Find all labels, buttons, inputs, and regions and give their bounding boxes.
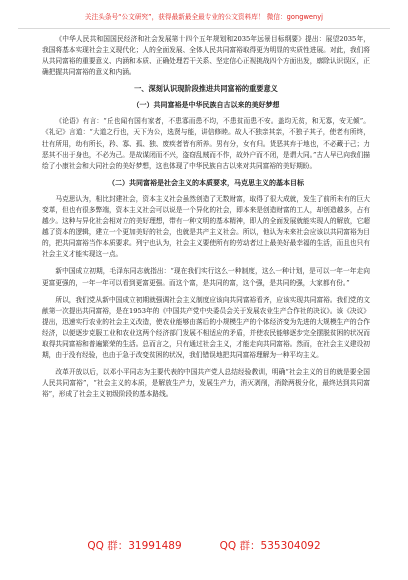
subsection-heading-1-2: （二）共同富裕是社会主义的本质要求，马克思主义的基本目标	[108, 178, 304, 187]
subsection-heading-1-1: （一）共同富裕是中华民族自古以来的美好梦想	[132, 101, 280, 110]
qq-group-2: QQ 群：535304092	[219, 540, 321, 552]
section-heading-1: 一、深刻认识现阶段推进共同富裕的重要意义	[134, 84, 278, 94]
paragraph-reform: 改革开放以后，以邓小平同志为主要代表的中国共产党人总结经验教训，明确“社会主义的目的就是要全国人民共同富裕”，“社会主义的本质，是解放生产力，发展生产力，消灭剥削，消除两极分化，最终达到共同富裕”，形成了社会主义初级阶段的基本路线。	[42, 368, 370, 399]
paragraph-marx: 马克思认为，相比封建社会，资本主义社会虽然创造了无数财富，取得了很大成就，发生了前所未有的巨大变革，但也有很多弊端，资本主义社会可以说是一个异化的社会，即本来是创造财富的工人，却创造越多，占有越少。这种与异化社会相对立的美好理想，带有一种文明的基本精神，即人的全面发展就能实现人的解放，它超越了资本的逻辑，建立一个更加美好的社会，也就是共产主义社会。所以，他认为未来社会应该以共同富裕为目的，把共同富裕当作本质要求。列宁也认为，社会主义要使所有的劳动者过上最美好最幸福的生活，而且也只有社会主义才能实现这一点。	[42, 194, 370, 259]
document-body	[42, 34, 370, 406]
promo-banner-text: 关注头条号“公文研究”，获得最新最全最专业的公文资料库！ 微信：gongwenyj	[84, 13, 324, 21]
qq-group-1: QQ 群：31991489	[87, 540, 182, 552]
promo-banner	[18, 4, 390, 29]
footer-contacts	[0, 538, 408, 553]
intro-paragraph: 《中华人民共和国国民经济和社会发展第十四个五年规划和2035年远景目标纲要》提出：展望2035年，我国将基本实现社会主义现代化；人的全面发展、全体人民共同富裕取得更为明显的实质性进展。对此，我们将从共同富裕的重要意义、内涵和本质、正确处理若干关系、坚定信心正视挑战四个方面出发，廓除认识误区，正确把握共同富裕的意义和内涵。	[42, 35, 370, 77]
paragraph-1953-resolution: 所以，我们党从新中国成立初期就强调社会主义制度应该向共同富裕看齐，应该实现共同富裕。我们党的文献第一次提出共同富裕，是在1953年的《中国共产党中央委员会关于发展农业生产合作社的决议》。该《决议》提出，迅速实行农业的社会主义改造，使农业能够由落后的小规模生产的个体经济变为先进的大规模生产的合作经济，以便逐步克服工业和农业这两个经济部门发展不相适应的矛盾，并使农民能够逐步完全摆脱贫困的状况而取得共同富裕和普遍繁荣的生活。总而言之，只有通过社会主义，才能走向共同富裕。然而，在社会主义建设初期，由于没有经验，也由于急于改变贫困的状况，我们错误地把共同富裕理解为一种平均主义。	[42, 295, 370, 360]
paragraph-mao: 新中国成立初期，毛泽东同志就指出：“现在我们实行这么一种制度，这么一种计划，是可以一年一年走向更富更强的，一年一年可以看到更富更强。而这个富，是共同的富，这个强，是共同的强，大家都有份。”	[42, 267, 370, 287]
paragraph-ancient-ideals: 《论语》有言：“丘也闻有国有家者，不患寡而患不均，不患贫而患不安。盖均无贫，和无寡，安无倾”。《礼记》言道：“大道之行也，天下为公，选贤与能，讲信修睦。故人不独亲其亲，不独子其子，使老有所终，壮有所用，幼有所长，矜、寡、孤、独、废疾者皆有所养。男有分，女有归。货恶其弃于地也，不必藏于己；力恶其不出于身也，不必为己。是故谋闭而不兴，盗窃乱贼而不作，故外户而不闭，是谓大同。”古人早已向我们描绘了小康社会和大同社会的美好梦想，这也体现了中华民族自古以来对共同富裕的美好期盼。	[42, 117, 370, 170]
